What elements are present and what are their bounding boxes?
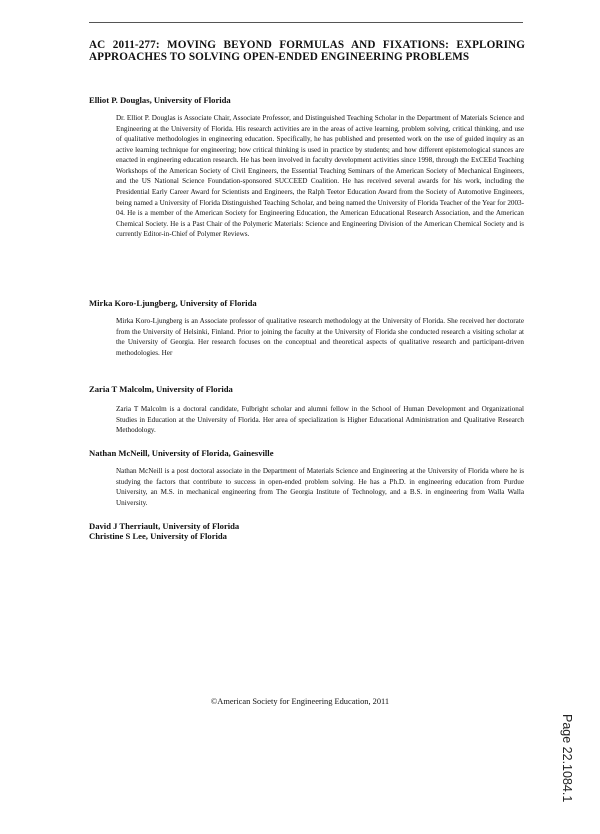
top-rule <box>89 22 523 23</box>
author-bio-mcneill: Nathan McNeill is a post doctoral associate in the Department of Materials Science and Engineering at the University of Florida where he is studying the factors that contribute to success in open-ended problem solving. He has a Ph.D. in engineering education from Purdue University, an M.S. in mechanical engineering from The Georgia Institute of Technology, and a B.S. in engineering from Walla Walla University. <box>116 467 524 507</box>
paper-title: AC 2011-277: MOVING BEYOND FORMULAS AND FIXATIONS: EXPLORING APPROACHES TO SOLVING OPEN-ENDED ENGINEERING PROBLEMS <box>89 39 525 63</box>
author-bio-koro-ljungberg: Mirka Koro-Ljungberg is an Associate professor of qualitative research methodology at the University of Florida. She received her doctorate from the University of Helsinki, Finland. Prior to joining the faculty at the University of Florida she conducted research a visiting scholar at the University of Georgia. Her research focuses on the conceptual and theoretical aspects of qualitative research and participant-driven methodologies. Her <box>116 317 524 357</box>
author-name-malcolm: Zaria T Malcolm, University of Florida <box>89 384 233 394</box>
author-name-koro-ljungberg: Mirka Koro-Ljungberg, University of Florida <box>89 298 257 308</box>
author-bio-malcolm: Zaria T Malcolm is a doctoral candidate, Fulbright scholar and alumni fellow in the School of Human Development and Organizational Studies in Education at the University of Florida. Her area of specialization is Higher Educational Administration and Qualitative Research Methodology. <box>116 405 524 435</box>
author-name-therriault: David J Therriault, University of Florida <box>89 521 240 531</box>
author-bio-douglas: Dr. Elliot P. Douglas is Associate Chair, Associate Professor, and Distinguished Teaching Scholar in the Department of Materials Science and Engineering at the University of Florida. His research activities are in the areas of active learning, problem solving, critical thinking, and use of qualitative methodologies in engineering education. Specifically, he has published and presented work on the use of guided inquiry as an active learning technique for engineering; how critical thinking is used in practice by students; and how different epistemological stances are enacted in engineering education research. He has been involved in faculty development activities since 1998, through the ExCEEd Teaching Workshops of the American Society of Civil Engineers, the Essential Teaching Seminars of the American Society of Mechanical Engineers, and the US National Science Foundation-sponsored SUCCEED Coalition. He has received several awards for his work, including the Presidential Early Career Award for Scientists and Engineers, the Ralph Teetor Education Award from the Society of Automotive Engineers, being named a University of Florida Distinguished Teaching Scholar, and being named the University of Florida Teacher of the Year for 2003-04. He is a member of the American Society for Engineering Education, the American Educational Research Association, and the American Chemical Society. He is a Past Chair of the Polymeric Materials: Science and Engineering Division of the American Chemical Society and is currently Editor-in-Chief of Polymer Reviews. <box>116 114 524 239</box>
author-name-mcneill: Nathan McNeill, University of Florida, Gainesville <box>89 448 274 458</box>
author-name-douglas: Elliot P. Douglas, University of Florida <box>89 95 231 105</box>
page-number-stamp: Page 22.1084.1 <box>560 714 574 803</box>
author-name-lee: Christine S Lee, University of Florida <box>89 531 227 541</box>
copyright-footer: ©American Society for Engineering Education, 2011 <box>210 697 390 706</box>
